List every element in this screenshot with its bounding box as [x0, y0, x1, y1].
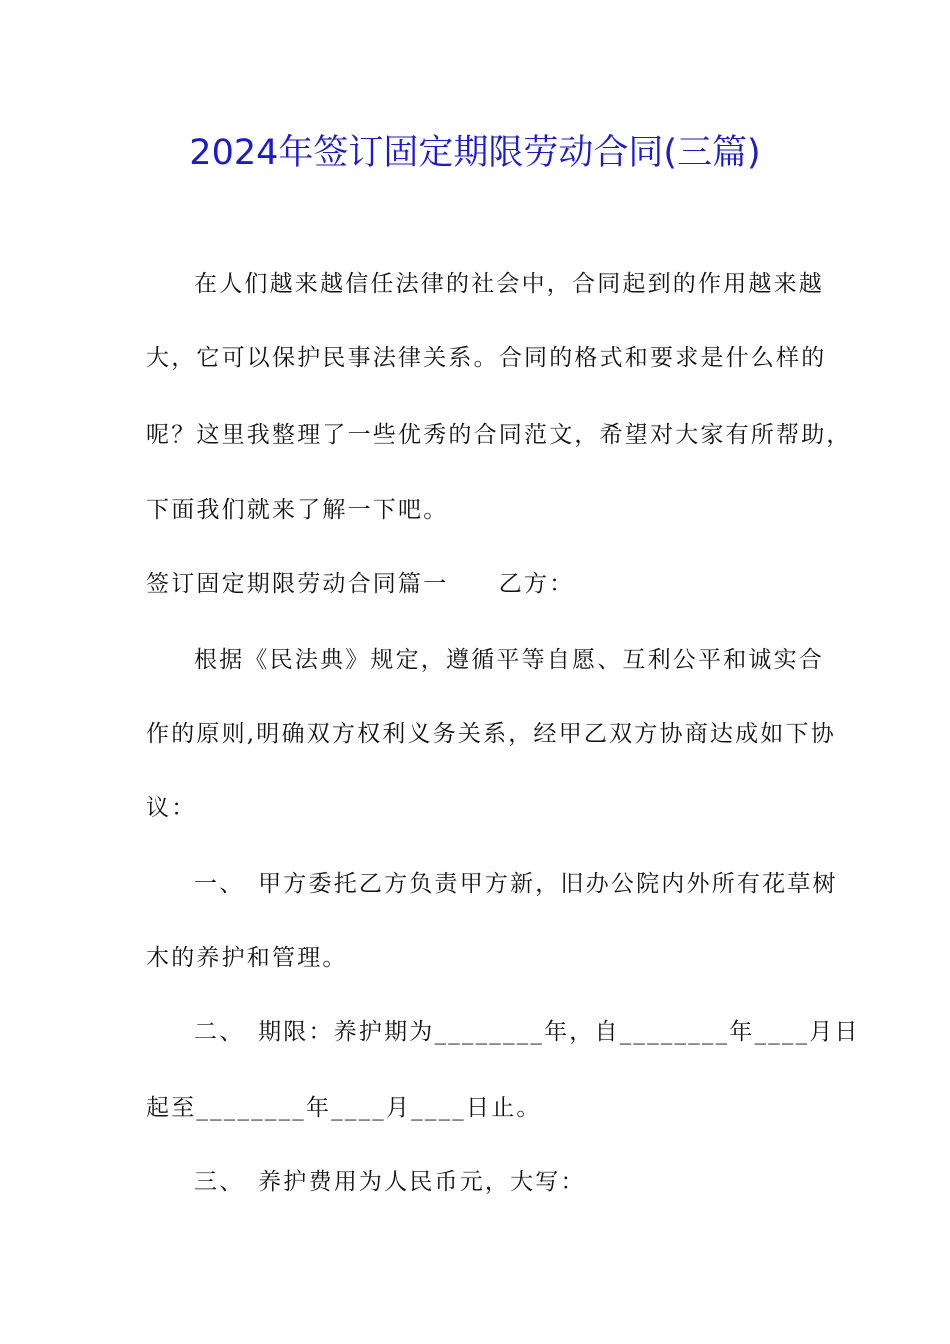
clause-line: 三、 养护费用为人民币元，大写： — [194, 1169, 586, 1195]
clause-line: 起至________年____月____日止。 — [146, 1095, 542, 1121]
paragraph-line: 在人们越来越信任法律的社会中，合同起到的作用越来越 — [194, 271, 824, 297]
document-title: 2024年签订固定期限劳动合同(三篇) — [189, 133, 761, 173]
clause-line: 二、 期限：养护期为________年，自________年____月日 — [194, 1019, 860, 1045]
paragraph-line: 下面我们就来了解一下吧。 — [146, 497, 449, 523]
paragraph-line: 作的原则,明确双方权利义务关系，经甲乙双方协商达成如下协 — [146, 721, 836, 747]
paragraph-line: 呢？这里我整理了一些优秀的合同范文，希望对大家有所帮助， — [146, 422, 852, 448]
paragraph-line: 大，它可以保护民事法律关系。合同的格式和要求是什么样的 — [146, 345, 827, 371]
paragraph-line: 议： — [146, 795, 197, 821]
clause-line: 木的养护和管理。 — [146, 945, 348, 971]
clause-line: 一、 甲方委托乙方负责甲方新，旧办公院内外所有花草树 — [194, 871, 838, 897]
section-heading: 签订固定期限劳动合同篇一 乙方： — [146, 571, 575, 597]
paragraph-line: 根据《民法典》规定，遵循平等自愿、互利公平和诚实合 — [194, 647, 824, 673]
